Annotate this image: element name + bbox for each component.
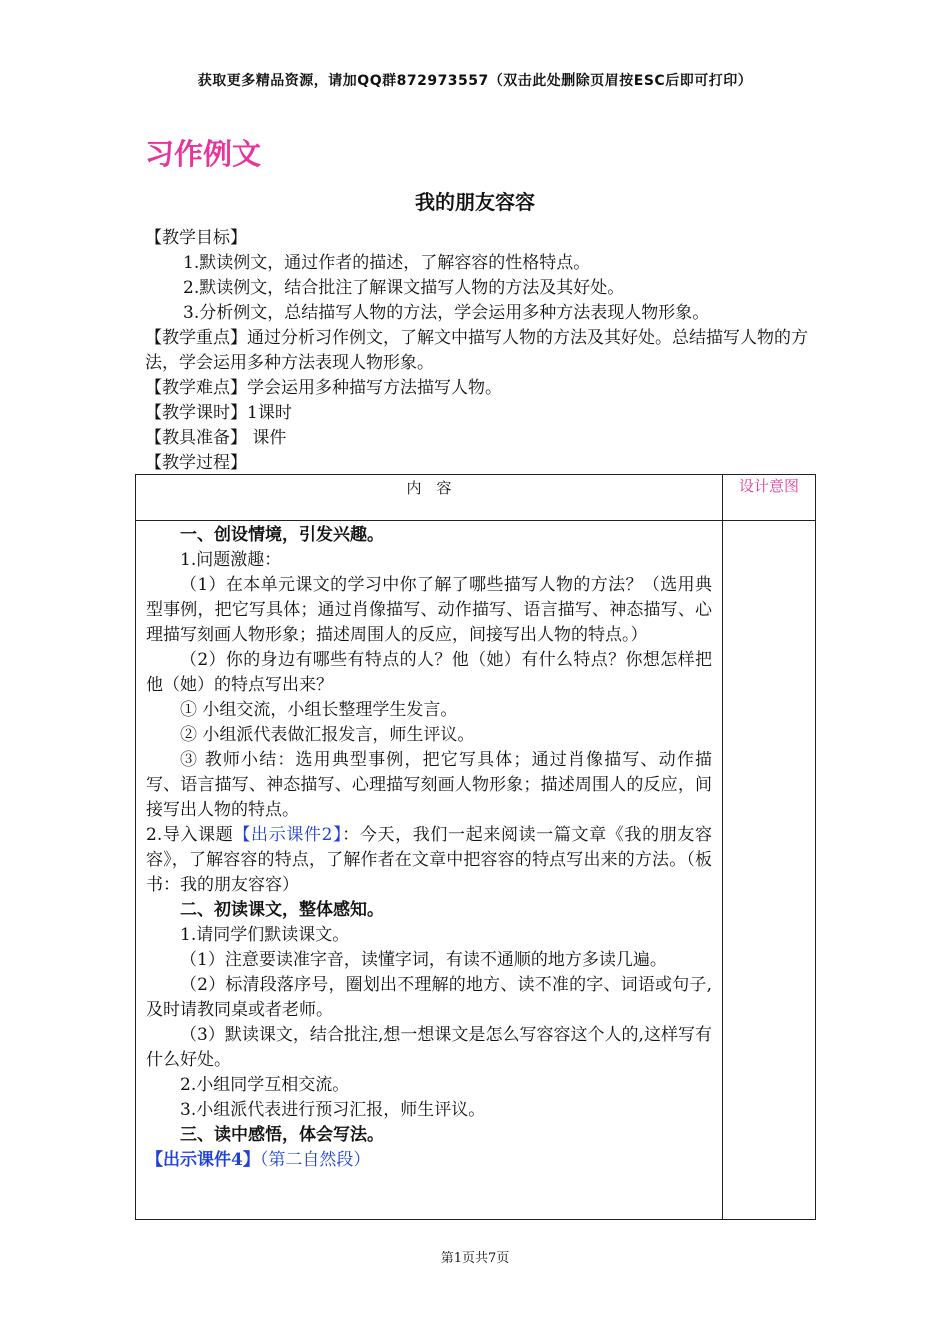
intro-text: ：今天，我们一起来阅读一篇文章《我的朋友容容》，了解容容的特点，了解作者在文章中把容容的特点写出来的方法。（板书：我的朋友容容） — [146, 825, 712, 895]
key-points: 【教学重点】通过分析习作例文，了解文中描写人物的方法及其好处。总结描写人物的方法，学会运用多种方法表现人物形象。 — [145, 328, 808, 373]
goal-item: 1.默读例文，通过作者的描述，了解容容的性格特点。 — [183, 253, 591, 273]
lesson-meta — [145, 226, 825, 476]
col-header-content: 内 容 — [136, 475, 723, 521]
goal-item: 2.默读例文，结合批注了解课文描写人物的方法及其好处。 — [183, 278, 625, 298]
paragraph: ③ 教师小结：选用典型事例，把它写具体；通过肖像描写、动作描写、语言描写、神态描写、心理描写刻画人物形象；描述周围人的反应，间接写出人物的特点。 — [146, 750, 712, 820]
class-hours: 【教学课时】1课时 — [145, 403, 292, 423]
paragraph: 1.请同学们默读课文。 — [180, 925, 350, 945]
paragraph: （2）你的身边有哪些有特点的人？他（她）有什么特点？你想怎样把他（她）的特点写出来？ — [146, 650, 712, 695]
step-title: 三、读中感悟，体会写法。 — [180, 1125, 384, 1145]
document-title: 我的朋友容容 — [415, 190, 535, 214]
paragraph: （2）标清段落序号，圈划出不理解的地方、读不准的字、词语或句子,及时请教同桌或者老师。 — [146, 975, 712, 1020]
paragraph: （1）在本单元课文的学习中你了解了哪些描写人物的方法？（选用典型事例，把它写具体；通过肖像描写、动作描写、语言描写、神态描写、心理描写刻画人物形象；描述周围人的反应，间接写出人物的特点。） — [146, 575, 712, 645]
goal-item: 3.分析例文，总结描写人物的方法，学会运用多种方法表现人物形象。 — [183, 303, 710, 323]
paragraph — [146, 823, 712, 898]
paragraph-note: （第二自然段） — [259, 1150, 371, 1170]
paragraph: ② 小组派代表做汇报发言，师生评议。 — [180, 725, 475, 745]
courseware-link: 【出示课件2】 — [233, 825, 343, 845]
goal-label: 【教学目标】 — [145, 228, 247, 248]
section-title: 习作例文 — [145, 137, 262, 171]
paragraph — [146, 1148, 712, 1173]
paragraph: 3.小组派代表进行预习汇报，师生评议。 — [180, 1100, 486, 1120]
teaching-tools: 【教具准备】 课件 — [145, 428, 287, 448]
page-header-note: 获取更多精品资源，请加QQ群872973557（双击此处删除页眉按ESC后即可打印） — [197, 73, 753, 89]
table-row — [136, 521, 816, 1220]
intent-cell — [723, 521, 816, 1220]
step-title: 二、初读课文，整体感知。 — [180, 900, 384, 920]
courseware-link: 【出示课件4】 — [146, 1150, 260, 1170]
content-cell — [136, 521, 723, 1220]
paragraph: 2.小组同学互相交流。 — [180, 1075, 350, 1095]
intro-text: 2.导入课题 — [146, 825, 234, 845]
difficulty: 【教学难点】学会运用多种描写方法描写人物。 — [145, 378, 502, 398]
paragraph: （3）默读课文，结合批注,想一想课文是怎么写容容这个人的,这样写有什么好处。 — [146, 1025, 712, 1070]
paragraph: ① 小组交流，小组长整理学生发言。 — [180, 700, 458, 720]
table-header-row — [136, 475, 816, 521]
paragraph: （1）注意要读准字音，读懂字词，有读不通顺的地方多读几遍。 — [180, 950, 667, 970]
step-title: 一、创设情境，引发兴趣。 — [180, 525, 384, 545]
process-label: 【教学过程】 — [145, 453, 247, 473]
paragraph: 1.问题激趣： — [180, 550, 282, 570]
col-header-intent: 设计意图 — [723, 475, 816, 521]
process-table — [135, 474, 816, 1220]
page-number: 第1页共7页 — [440, 1251, 510, 1266]
